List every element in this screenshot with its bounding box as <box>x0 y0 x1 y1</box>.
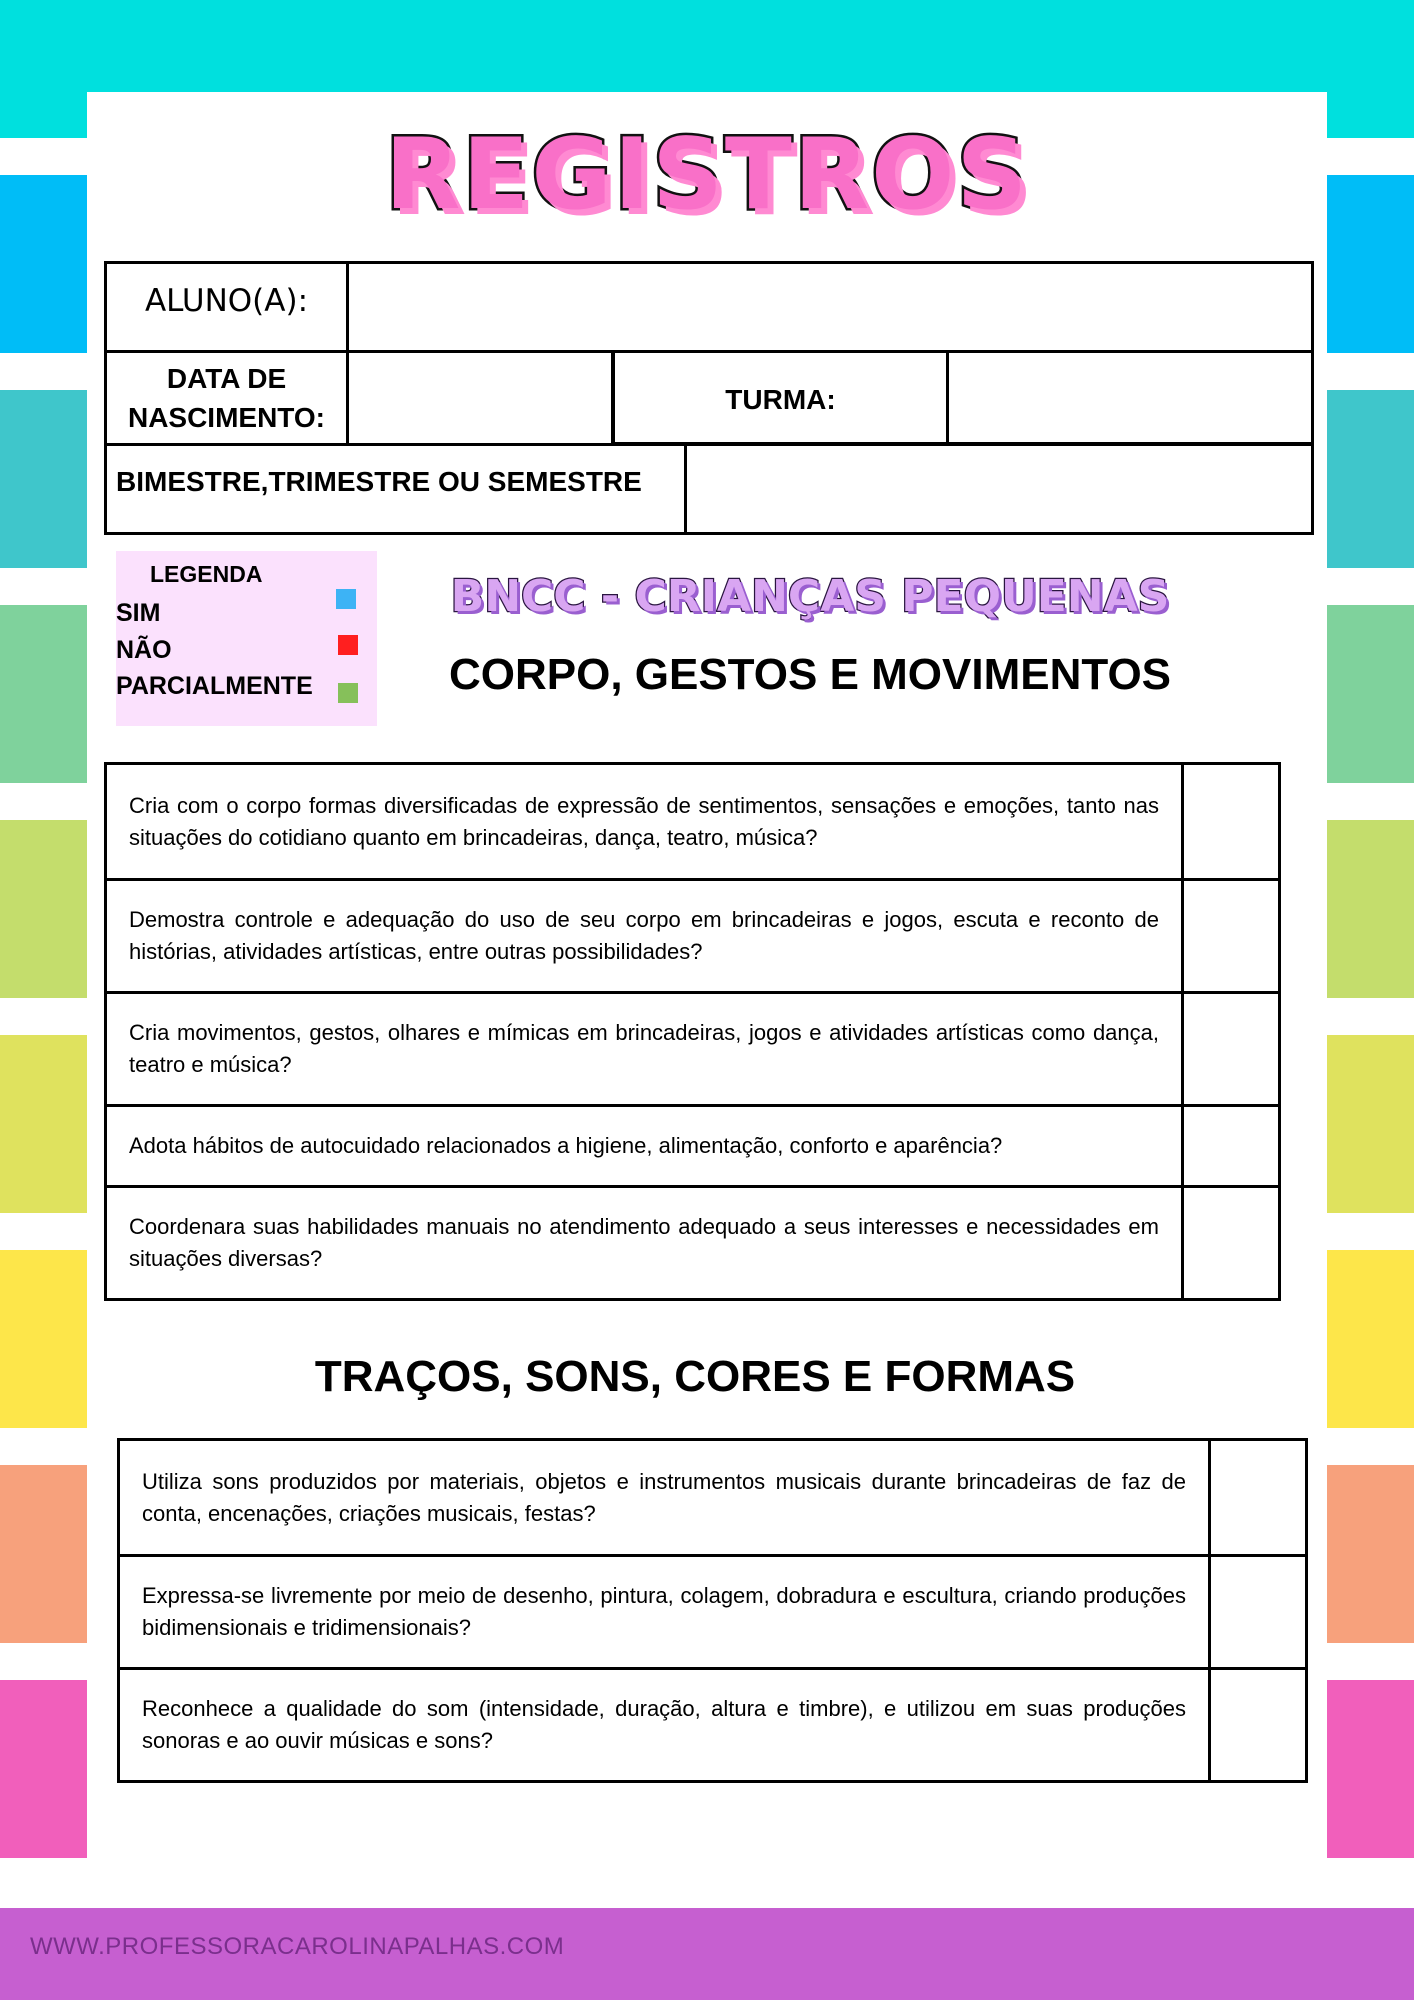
legend-title: LEGENDA <box>150 561 263 587</box>
legend-swatch-partial <box>338 683 358 703</box>
legend-swatch-no <box>338 635 358 655</box>
decorative-stripe <box>1327 1035 1414 1213</box>
section-title-body-movement: CORPO, GESTOS E MOVIMENTOS <box>448 650 1172 699</box>
decorative-stripe <box>0 390 87 568</box>
checklist-row <box>107 1104 1278 1185</box>
checklist-question <box>107 1107 1184 1185</box>
checklist-row <box>107 765 1278 878</box>
checklist-question <box>107 765 1184 878</box>
checklist-row <box>120 1441 1305 1554</box>
decorative-stripe <box>1327 1465 1414 1643</box>
checklist-question-text: Utiliza sons produzidos por materiais, objetos e instrumentos musicais durante brincadeiras de faz de conta, encenações, criações musicais, festas? <box>142 1468 1186 1526</box>
decorative-stripe <box>0 820 87 998</box>
checklist-question <box>107 994 1184 1104</box>
section-title-traces-sounds: TRAÇOS, SONS, CORES E FORMAS <box>314 1352 1076 1401</box>
legend-swatch-yes <box>336 589 356 609</box>
checklist-row <box>107 1185 1278 1298</box>
checklist-answer-cell[interactable] <box>1184 765 1278 878</box>
checklist-answer-cell[interactable] <box>1184 1107 1278 1185</box>
checklist-question-text: Demostra controle e adequação do uso de seu corpo em brincadeiras e jogos, escuta e reconto de histórias, atividades artísticas, entre outras possibilidades? <box>129 907 1159 964</box>
birth-date-label-line1: DATA DE <box>166 363 287 394</box>
checklist-answer-cell[interactable] <box>1184 994 1278 1104</box>
period-label: BIMESTRE,TRIMESTRE OU SEMESTRE <box>116 466 642 497</box>
bncc-heading: BNCC - CRIANÇAS PEQUENAS <box>450 571 1170 622</box>
legend-label-no: NÃO <box>116 636 172 664</box>
checklist-row <box>107 991 1278 1104</box>
checklist-row <box>120 1554 1305 1667</box>
period-field[interactable] <box>687 446 1311 532</box>
checklist-answer-cell[interactable] <box>1184 1188 1278 1298</box>
decorative-stripe <box>1327 605 1414 783</box>
checklist-question-text: Adota hábitos de autocuidado relacionados a higiene, alimentação, conforto e aparência? <box>129 1133 1003 1159</box>
checklist-question <box>120 1441 1211 1554</box>
website-url[interactable]: WWW.PROFESSORACAROLINAPALHAS.COM <box>30 1933 565 1960</box>
page-title: REGISTROS <box>384 118 1030 232</box>
checklist-answer-cell[interactable] <box>1211 1557 1305 1667</box>
student-label: ALUNO(A): <box>144 283 309 319</box>
decorative-stripe <box>1327 820 1414 998</box>
checklist-answer-cell[interactable] <box>1211 1670 1305 1780</box>
checklist-answer-cell[interactable] <box>1184 881 1278 991</box>
checklist-row <box>120 1667 1305 1780</box>
checklist-question-text: Expressa-se livremente por meio de desenho, pintura, colagem, dobradura e escultura, criando produções bidimensionais e tridimensionais? <box>142 1583 1186 1640</box>
legend-box <box>116 551 377 726</box>
decorative-stripe <box>0 1680 87 1858</box>
checklist-question <box>120 1557 1211 1667</box>
legend-label-partial: PARCIALMENTE <box>116 672 313 700</box>
checklist-question-text: Cria com o corpo formas diversificadas de expressão de sentimentos, sensações e emoções, tanto nas situações do cotidiano quanto em brincadeiras, dança, teatro, música? <box>129 792 1159 850</box>
birth-date-label-line2: NASCIMENTO: <box>127 402 326 434</box>
birth-date-label <box>107 359 346 437</box>
checklist-question-text: Reconhece a qualidade do som (intensidade, duração, altura e timbre), e utilizou em suas produções sonoras e ao ouvir músicas e sons? <box>142 1696 1186 1753</box>
checklist-answer-cell[interactable] <box>1211 1441 1305 1554</box>
student-name-field[interactable] <box>349 264 1311 350</box>
checklist-question-text: Coordenara suas habilidades manuais no atendimento adequado a seus interesses e necessidades em situações diversas? <box>129 1214 1159 1271</box>
decorative-stripe <box>0 605 87 783</box>
checklist-question <box>107 881 1184 991</box>
checklist-table-traces-sounds <box>117 1438 1308 1783</box>
class-field[interactable] <box>949 353 1311 443</box>
legend-label-yes: SIM <box>116 599 161 627</box>
birth-date-field[interactable] <box>349 353 611 443</box>
checklist-row <box>107 878 1278 991</box>
decorative-stripe <box>0 1035 87 1213</box>
checklist-table-body-movement <box>104 762 1281 1301</box>
checklist-question <box>120 1670 1211 1780</box>
checklist-question <box>107 1188 1184 1298</box>
decorative-stripe <box>1327 390 1414 568</box>
class-label: TURMA: <box>725 384 836 415</box>
decorative-stripe <box>0 1465 87 1643</box>
checklist-question-text: Cria movimentos, gestos, olhares e mímicas em brincadeiras, jogos e atividades artísticas como dança, teatro e música? <box>129 1020 1159 1077</box>
decorative-stripe <box>1327 1680 1414 1858</box>
